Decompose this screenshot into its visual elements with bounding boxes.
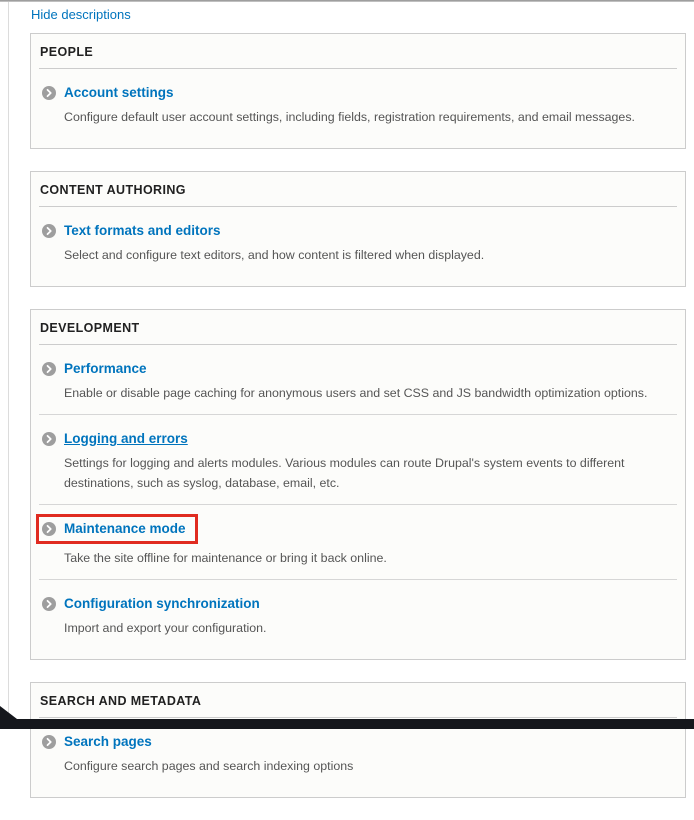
chevron-right-circle-icon [42,522,56,536]
description-logging-and-errors: Settings for logging and alerts modules. Various modules can route Drupal's system events to different destinations, such as syslog, database, email, etc. [64,456,625,490]
config-item-performance [39,345,677,414]
link-configuration-synchronization[interactable]: Configuration synchronization [64,596,260,611]
section-title-development: DEVELOPMENT [39,310,677,345]
chevron-right-circle-icon [42,735,56,749]
config-item-logging-and-errors [39,414,677,504]
config-item-configuration-synchronization [39,579,677,649]
description-configuration-synchronization: Import and export your configuration. [64,621,267,635]
item-head [42,360,673,377]
description-performance: Enable or disable page caching for anonymous users and set CSS and JS bandwidth optimization options. [64,386,648,400]
chevron-right-circle-icon [42,86,56,100]
item-head [42,595,673,612]
config-item-maintenance-mode [39,504,677,579]
chevron-right-circle-icon [42,224,56,238]
config-item-account-settings [39,69,677,138]
item-head [42,222,673,239]
link-maintenance-mode[interactable]: Maintenance mode [64,521,186,536]
section-content-authoring [30,171,686,287]
window-top-edge [0,0,694,2]
section-title-people: PEOPLE [39,34,677,69]
hide-descriptions-link[interactable]: Hide descriptions [31,7,131,22]
description-account-settings: Configure default user account settings, including fields, registration requirements, and email messages. [64,110,635,124]
section-title-content-authoring: CONTENT AUTHORING [39,172,677,207]
link-logging-and-errors[interactable]: Logging and errors [64,431,188,446]
item-head [42,430,673,447]
description-search-pages: Configure search pages and search indexing options [64,759,354,773]
chevron-right-circle-icon [42,432,56,446]
chevron-right-circle-icon [42,362,56,376]
section-development [30,309,686,660]
link-performance[interactable]: Performance [64,361,147,376]
window-left-edge [8,2,9,729]
red-highlight-box [36,514,198,544]
section-search-and-metadata [30,682,686,798]
config-content [30,6,686,820]
window-bottom-bar [0,719,694,729]
chevron-right-circle-icon [42,597,56,611]
config-item-text-formats [39,207,677,276]
item-head [42,84,673,101]
section-title-search-and-metadata: SEARCH AND METADATA [39,683,677,718]
link-search-pages[interactable]: Search pages [64,734,152,749]
link-account-settings[interactable]: Account settings [64,85,174,100]
link-text-formats-and-editors[interactable]: Text formats and editors [64,223,221,238]
section-people [30,33,686,149]
cursor-arrow [0,706,17,719]
description-text-formats: Select and configure text editors, and how content is filtered when displayed. [64,248,485,262]
description-maintenance-mode: Take the site offline for maintenance or bring it back online. [64,551,387,565]
item-head [42,733,673,750]
